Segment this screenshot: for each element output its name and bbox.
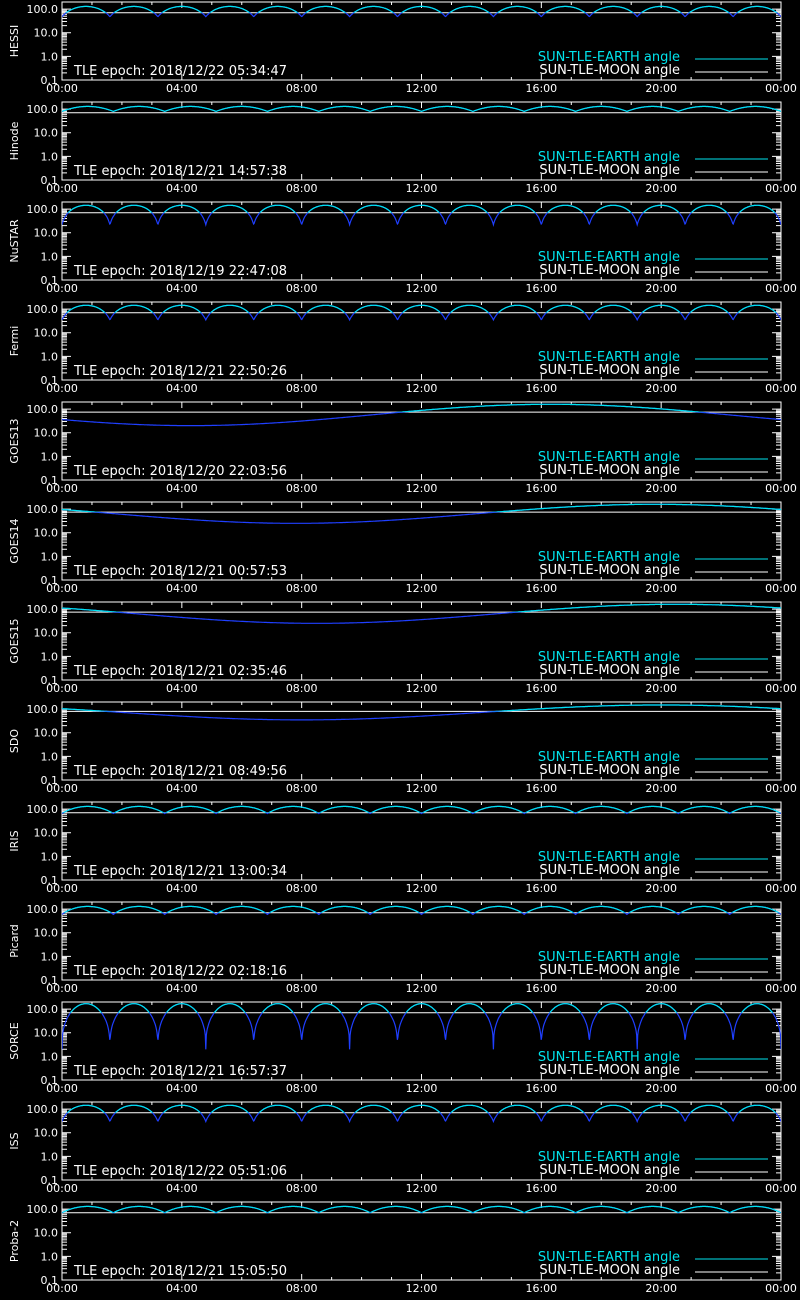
y-tick-label: 10.0 [33, 726, 58, 740]
x-tick-label: 16:00 [525, 82, 558, 95]
x-tick-label: 00:00 [765, 382, 797, 395]
panel-hessi [8, 2, 797, 95]
x-tick-label: 12:00 [405, 982, 438, 995]
y-tick-label: 10.0 [33, 926, 58, 940]
y-tick-label: 1.0 [40, 850, 58, 864]
x-tick-label: 08:00 [285, 82, 318, 95]
x-tick-label: 04:00 [165, 582, 198, 595]
legend-earth-label: SUN-TLE-EARTH angle [537, 750, 680, 765]
panel-label: SDO [8, 728, 21, 754]
y-tick-label: 100.0 [26, 1103, 58, 1117]
legend-moon-label: SUN-TLE-MOON angle [539, 1263, 680, 1278]
x-tick-label: 20:00 [645, 982, 678, 995]
tle-epoch-label: TLE epoch: 2018/12/21 22:50:26 [74, 364, 288, 379]
x-tick-label: 16:00 [525, 582, 558, 595]
panel-sdo [8, 702, 797, 795]
x-tick-label: 08:00 [285, 482, 318, 495]
x-tick-label: 20:00 [645, 582, 678, 595]
x-tick-label: 20:00 [645, 282, 678, 295]
y-tick-label: 100.0 [26, 1203, 58, 1217]
tle-epoch-label: TLE epoch: 2018/12/21 08:49:56 [74, 764, 288, 779]
x-tick-label: 04:00 [165, 1082, 198, 1095]
legend-earth-label: SUN-TLE-EARTH angle [537, 50, 680, 65]
legend-moon-label: SUN-TLE-MOON angle [539, 863, 680, 878]
x-tick-label: 12:00 [405, 582, 438, 595]
x-tick-label: 20:00 [645, 682, 678, 695]
x-tick-label: 12:00 [405, 782, 438, 795]
tle-epoch-label: TLE epoch: 2018/12/21 14:57:38 [74, 164, 288, 179]
panel-label: Hinode [8, 121, 21, 161]
y-tick-label: 0.1 [40, 774, 58, 787]
legend-moon-label: SUN-TLE-MOON angle [539, 963, 680, 978]
legend-moon-label: SUN-TLE-MOON angle [539, 663, 680, 678]
tle-epoch-label: TLE epoch: 2018/12/22 02:18:16 [74, 964, 288, 979]
x-tick-label: 00:00 [46, 1182, 78, 1195]
legend-earth-label: SUN-TLE-EARTH angle [537, 150, 680, 165]
y-tick-label: 10.0 [33, 1026, 58, 1040]
tle-epoch-label: TLE epoch: 2018/12/19 22:47:08 [74, 264, 288, 279]
x-tick-label: 16:00 [525, 482, 558, 495]
legend-earth-label: SUN-TLE-EARTH angle [537, 650, 680, 665]
legend-moon-label: SUN-TLE-MOON angle [539, 763, 680, 778]
y-tick-label: 1.0 [40, 1050, 58, 1064]
legend-moon-label: SUN-TLE-MOON angle [539, 463, 680, 478]
panel-label: Fermi [8, 325, 21, 357]
y-tick-label: 0.1 [40, 1074, 58, 1087]
tle-epoch-label: TLE epoch: 2018/12/21 02:35:46 [74, 664, 288, 679]
x-tick-label: 04:00 [165, 782, 198, 795]
panel-label: IRIS [8, 830, 21, 852]
x-tick-label: 12:00 [405, 382, 438, 395]
x-tick-label: 00:00 [46, 482, 78, 495]
legend-moon-label: SUN-TLE-MOON angle [539, 1063, 680, 1078]
legend-earth-label: SUN-TLE-EARTH angle [537, 350, 680, 365]
panel-iris [8, 802, 797, 895]
x-tick-label: 08:00 [285, 1282, 318, 1295]
x-tick-label: 16:00 [525, 282, 558, 295]
earth-angle-series [62, 1004, 781, 1050]
x-tick-label: 00:00 [46, 1282, 78, 1295]
x-tick-label: 16:00 [525, 182, 558, 195]
x-tick-label: 08:00 [285, 382, 318, 395]
panel-goes15 [8, 602, 797, 695]
legend-earth-label: SUN-TLE-EARTH angle [537, 850, 680, 865]
y-tick-label: 100.0 [26, 603, 58, 617]
panel-picard [8, 902, 797, 995]
x-tick-label: 16:00 [525, 782, 558, 795]
x-tick-label: 12:00 [405, 682, 438, 695]
y-tick-label: 100.0 [26, 1003, 58, 1017]
x-tick-label: 16:00 [525, 382, 558, 395]
y-tick-label: 1.0 [40, 1150, 58, 1164]
x-tick-label: 00:00 [46, 1082, 78, 1095]
y-tick-label: 0.1 [40, 474, 58, 487]
x-tick-label: 08:00 [285, 1082, 318, 1095]
legend-earth-label: SUN-TLE-EARTH angle [537, 250, 680, 265]
x-tick-label: 00:00 [765, 582, 797, 595]
x-tick-label: 16:00 [525, 982, 558, 995]
panel-label: GOES15 [8, 618, 21, 664]
panel-label: GOES13 [8, 418, 21, 464]
x-tick-label: 04:00 [165, 1182, 198, 1195]
tle-epoch-label: TLE epoch: 2018/12/21 13:00:34 [74, 864, 288, 879]
x-tick-label: 00:00 [46, 782, 78, 795]
x-tick-label: 08:00 [285, 782, 318, 795]
x-tick-label: 12:00 [405, 182, 438, 195]
x-tick-label: 00:00 [765, 882, 797, 895]
x-tick-label: 04:00 [165, 882, 198, 895]
x-tick-label: 00:00 [46, 82, 78, 95]
x-tick-label: 00:00 [765, 682, 797, 695]
x-tick-label: 20:00 [645, 382, 678, 395]
x-tick-label: 00:00 [765, 782, 797, 795]
legend-moon-label: SUN-TLE-MOON angle [539, 163, 680, 178]
x-tick-label: 04:00 [165, 482, 198, 495]
panel-label: Proba-2 [8, 1219, 21, 1263]
x-tick-label: 04:00 [165, 182, 198, 195]
x-tick-label: 04:00 [165, 982, 198, 995]
x-tick-label: 08:00 [285, 182, 318, 195]
y-tick-label: 100.0 [26, 903, 58, 917]
x-tick-label: 08:00 [285, 282, 318, 295]
y-tick-label: 10.0 [33, 26, 58, 40]
tle-epoch-label: TLE epoch: 2018/12/21 00:57:53 [74, 564, 288, 579]
y-tick-label: 1.0 [40, 50, 58, 64]
y-tick-label: 100.0 [26, 103, 58, 117]
y-tick-label: 100.0 [26, 703, 58, 717]
y-tick-label: 0.1 [40, 374, 58, 387]
legend-earth-label: SUN-TLE-EARTH angle [537, 450, 680, 465]
y-tick-label: 10.0 [33, 626, 58, 640]
legend-earth-label: SUN-TLE-EARTH angle [537, 1150, 680, 1165]
x-tick-label: 04:00 [165, 682, 198, 695]
x-tick-label: 16:00 [525, 1182, 558, 1195]
y-tick-label: 1.0 [40, 950, 58, 964]
y-tick-label: 10.0 [33, 826, 58, 840]
x-tick-label: 00:00 [765, 1282, 797, 1295]
x-tick-label: 00:00 [765, 482, 797, 495]
y-tick-label: 100.0 [26, 803, 58, 817]
x-tick-label: 00:00 [46, 982, 78, 995]
x-tick-label: 00:00 [46, 582, 78, 595]
panel-hinode [8, 102, 797, 195]
y-tick-label: 1.0 [40, 250, 58, 264]
y-tick-label: 100.0 [26, 403, 58, 417]
x-tick-label: 12:00 [405, 282, 438, 295]
legend-moon-label: SUN-TLE-MOON angle [539, 1163, 680, 1178]
x-tick-label: 00:00 [46, 682, 78, 695]
legend-moon-label: SUN-TLE-MOON angle [539, 63, 680, 78]
tle-epoch-label: TLE epoch: 2018/12/21 16:57:37 [74, 1064, 288, 1079]
earth-angle-series-upper [62, 1004, 781, 1050]
panel-label: HESSI [8, 24, 21, 58]
y-tick-label: 100.0 [26, 203, 58, 217]
x-tick-label: 12:00 [405, 1182, 438, 1195]
y-tick-label: 100.0 [26, 303, 58, 317]
tle-epoch-label: TLE epoch: 2018/12/22 05:51:06 [74, 1164, 288, 1179]
y-tick-label: 0.1 [40, 874, 58, 887]
y-tick-label: 10.0 [33, 1126, 58, 1140]
y-tick-label: 10.0 [33, 526, 58, 540]
panel-goes14 [8, 502, 797, 595]
y-tick-label: 10.0 [33, 326, 58, 340]
x-tick-label: 20:00 [645, 1082, 678, 1095]
panel-label: GOES14 [8, 518, 21, 564]
x-tick-label: 00:00 [765, 82, 797, 95]
x-tick-label: 08:00 [285, 1182, 318, 1195]
legend-earth-label: SUN-TLE-EARTH angle [537, 950, 680, 965]
panel-label: SORCE [8, 1022, 21, 1060]
x-tick-label: 20:00 [645, 1182, 678, 1195]
y-tick-label: 1.0 [40, 750, 58, 764]
tle-epoch-label: TLE epoch: 2018/12/21 15:05:50 [74, 1264, 288, 1279]
y-tick-label: 1.0 [40, 550, 58, 564]
y-tick-label: 0.1 [40, 574, 58, 587]
x-tick-label: 20:00 [645, 82, 678, 95]
x-tick-label: 00:00 [765, 1082, 797, 1095]
x-tick-label: 16:00 [525, 1082, 558, 1095]
y-tick-label: 100.0 [26, 3, 58, 17]
panel-iss [8, 1102, 797, 1195]
x-tick-label: 12:00 [405, 882, 438, 895]
x-tick-label: 12:00 [405, 82, 438, 95]
x-tick-label: 04:00 [165, 82, 198, 95]
y-tick-label: 0.1 [40, 674, 58, 687]
x-tick-label: 20:00 [645, 782, 678, 795]
y-tick-label: 1.0 [40, 450, 58, 464]
y-tick-label: 1.0 [40, 650, 58, 664]
y-tick-label: 1.0 [40, 1250, 58, 1264]
panel-goes13 [8, 402, 797, 495]
y-tick-label: 0.1 [40, 1174, 58, 1187]
legend-earth-label: SUN-TLE-EARTH angle [537, 1050, 680, 1065]
x-tick-label: 08:00 [285, 582, 318, 595]
x-tick-label: 20:00 [645, 182, 678, 195]
x-tick-label: 00:00 [765, 982, 797, 995]
y-tick-label: 0.1 [40, 174, 58, 187]
x-tick-label: 12:00 [405, 482, 438, 495]
x-tick-label: 12:00 [405, 1282, 438, 1295]
panel-proba-2 [8, 1202, 797, 1295]
tle-epoch-label: TLE epoch: 2018/12/22 05:34:47 [74, 64, 288, 79]
x-tick-label: 16:00 [525, 882, 558, 895]
legend-moon-label: SUN-TLE-MOON angle [539, 263, 680, 278]
x-tick-label: 16:00 [525, 682, 558, 695]
x-tick-label: 00:00 [46, 382, 78, 395]
y-tick-label: 1.0 [40, 150, 58, 164]
y-tick-label: 10.0 [33, 1226, 58, 1240]
x-tick-label: 20:00 [645, 882, 678, 895]
x-tick-label: 00:00 [46, 882, 78, 895]
panel-nustar [8, 202, 797, 295]
panel-sorce [8, 1002, 797, 1095]
y-tick-label: 10.0 [33, 226, 58, 240]
legend-moon-label: SUN-TLE-MOON angle [539, 563, 680, 578]
earth-angle-series-upper [62, 205, 781, 224]
y-tick-label: 10.0 [33, 426, 58, 440]
x-tick-label: 08:00 [285, 682, 318, 695]
panel-label: ISS [8, 1132, 21, 1150]
x-tick-label: 00:00 [46, 282, 78, 295]
x-tick-label: 04:00 [165, 282, 198, 295]
x-tick-label: 00:00 [765, 1182, 797, 1195]
x-tick-label: 12:00 [405, 1082, 438, 1095]
y-tick-label: 0.1 [40, 1274, 58, 1287]
y-tick-label: 0.1 [40, 274, 58, 287]
x-tick-label: 00:00 [765, 182, 797, 195]
x-tick-label: 20:00 [645, 1282, 678, 1295]
x-tick-label: 20:00 [645, 482, 678, 495]
x-tick-label: 08:00 [285, 982, 318, 995]
y-tick-label: 1.0 [40, 350, 58, 364]
panel-fermi [8, 302, 797, 395]
legend-moon-label: SUN-TLE-MOON angle [539, 363, 680, 378]
y-tick-label: 100.0 [26, 503, 58, 517]
x-tick-label: 00:00 [46, 182, 78, 195]
y-tick-label: 0.1 [40, 74, 58, 87]
legend-earth-label: SUN-TLE-EARTH angle [537, 550, 680, 565]
x-tick-label: 16:00 [525, 1282, 558, 1295]
x-tick-label: 00:00 [765, 282, 797, 295]
y-tick-label: 0.1 [40, 974, 58, 987]
y-tick-label: 10.0 [33, 126, 58, 140]
panel-label: NuSTAR [8, 219, 21, 263]
x-tick-label: 08:00 [285, 882, 318, 895]
x-tick-label: 04:00 [165, 1282, 198, 1295]
tle-epoch-label: TLE epoch: 2018/12/20 22:03:56 [74, 464, 288, 479]
legend-earth-label: SUN-TLE-EARTH angle [537, 1250, 680, 1265]
x-tick-label: 04:00 [165, 382, 198, 395]
panel-label: Picard [8, 924, 21, 958]
